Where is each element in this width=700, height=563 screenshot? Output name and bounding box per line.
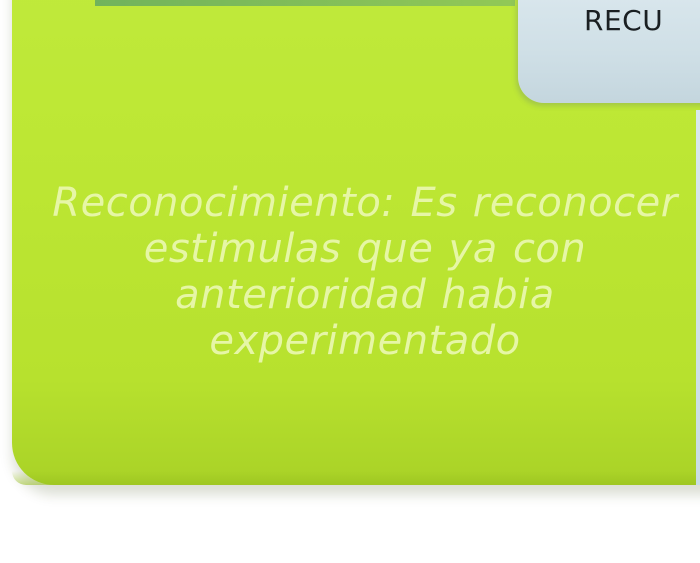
card-top-edge [95, 0, 515, 6]
adjacent-card-edge [696, 110, 700, 485]
recovery-tab-label: RECU [584, 4, 664, 37]
recognition-description: Reconocimiento: Es reconocer estimulas que ya con anterioridad habia experimentado [52, 180, 678, 364]
